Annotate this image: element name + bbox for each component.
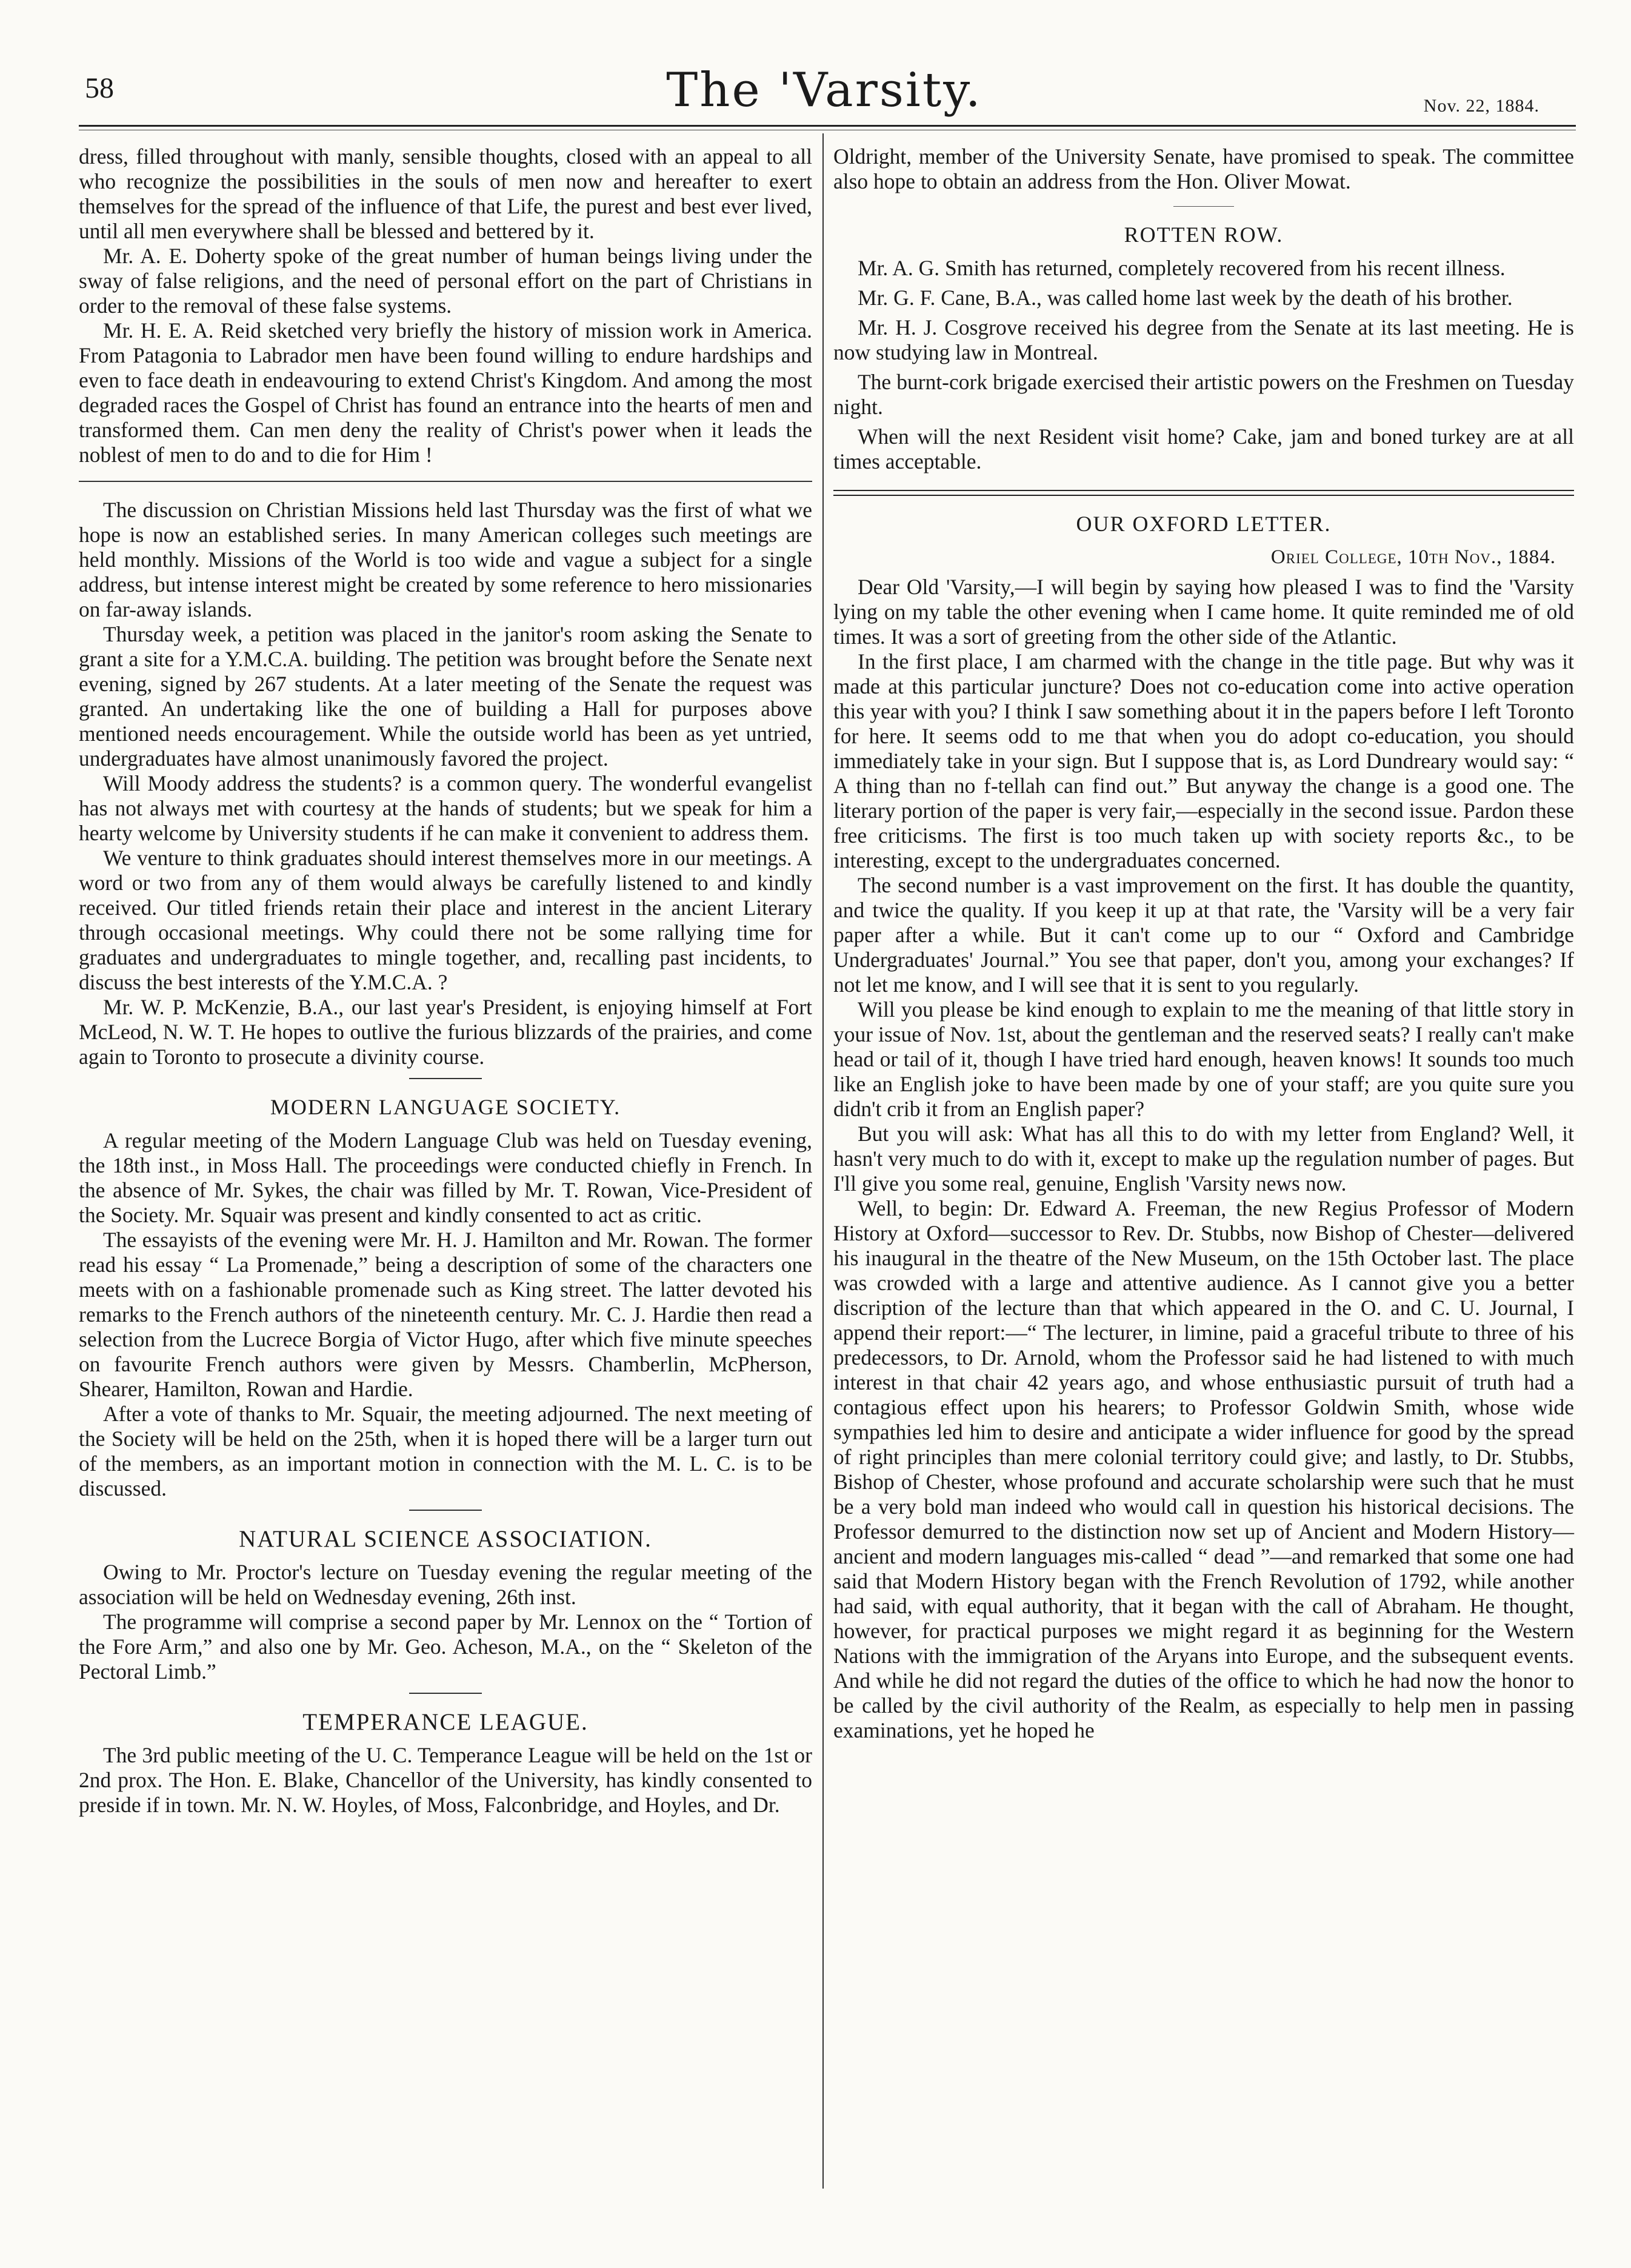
masthead-title: The 'Varsity. bbox=[666, 63, 982, 118]
news-item: Mr. H. J. Cosgrove received his degree from the Senate at its last meeting. He is now studying law in Montreal. bbox=[833, 315, 1574, 364]
letter-paragraph: Well, to begin: Dr. Edward A. Freeman, the new Regius Professor of Modern History at Oxford—successor to Rev. Dr. Stubbs, now Bishop of Chester—delivered his inaugural in the theatre of the New Museum, on the 15th October last. The place was crowded with a large and attentive audience. As I cannot give you a better discription of the lecture than that which appeared in the O. and C. U. Journal, I append their report:—“ The lecturer, in limine, paid a graceful tribute to three of his predecessors, to Dr. Arnold, whom the Professor said he had listened to with much interest in that chair 42 years ago, and whose enthusiastic pursuit of truth had a contagious effect upon his hearers; to Professor Goldwin Smith, whose wide sympathies led him to desire and anticipate a wider influence for good by the spread of right principles than mere colonial territory could give; and lastly, to Dr. Stubbs, Bishop of Chester, whose profound and accurate scholarship were such that he must be a very bold man indeed who would call in question his historical decisions. The Professor demurred to the distinction now set up of Ancient and Modern History—ancient and modern languages mis-called “ dead ”—and remarked that some one had said that Modern History began with the French Revolution of 1792, while another had said, with equal authority, that it began with the call of Abraham. He thought, however, for practical purposes we might regard it as beginning for the Western Nations with the immigration of the Aryans into Europe, and the subsequent events. And while he did not regard the duties of the office to which he had now the honor to be called by the civil authority of the Realm, as especially to help men in passing examinations, yet he hoped he bbox=[833, 1196, 1574, 1742]
article-paragraph: Mr. W. P. McKenzie, B.A., our last year's President, is enjoying himself at Fort McLeod, N. W. T. He hopes to outlive the furious blizzards of the prairies, and come again to Toronto to prosecute a divinity course. bbox=[79, 995, 812, 1069]
article-paragraph: Mr. H. E. A. Reid sketched very briefly the history of mission work in America. From Patagonia to Labrador men have been found willing to endure hardships and even to face death in endeavouring to extend Christ's Kingdom. And among the most degraded races the Gospel of Christ has found an entrance into the hearts of men and transformed them. Can men deny the reality of Christ's power when it leads the noblest of men to do and to die for Him ! bbox=[79, 318, 812, 467]
news-item: Mr. G. F. Cane, B.A., was called home last week by the death of his brother. bbox=[858, 286, 1513, 310]
heading-rotten-row: ROTTEN ROW. bbox=[1124, 222, 1284, 247]
letter-paragraph: But you will ask: What has all this to do with my letter from England? Well, it hasn't very much to do with it, except to make up the regulation number of pages. But I'll give you some real, genuine, English 'Varsity news now. bbox=[833, 1122, 1574, 1196]
article-paragraph: Will Moody address the students? is a common query. The wonderful evangelist has not always met with courtesy at the hands of students; but we speak for him a hearty welcome by University students if he can make it convenient to address them. bbox=[79, 771, 812, 845]
heading-modern-language-society: MODERN LANGUAGE SOCIETY. bbox=[270, 1095, 621, 1119]
page-number: 58 bbox=[85, 72, 114, 104]
article-paragraph: Oldright, member of the University Senate, have promised to speak. The committee also hope to obtain an address from the Hon. Oliver Mowat. bbox=[833, 144, 1574, 193]
header-rule bbox=[79, 125, 1576, 127]
letter-paragraph: The second number is a vast improvement on the first. It has double the quantity, and twice the quality. If you keep it up at that rate, the 'Varsity will be a very fair paper after a while. But it can't come up to our “ Oxford and Cambridge Undergraduates' Journal.” You see that paper, don't you, among your exchanges? If not let me know, and I will see that it is sent to you regularly. bbox=[833, 873, 1574, 997]
article-paragraph: The 3rd public meeting of the U. C. Temperance League will be held on the 1st or 2nd prox. The Hon. E. Blake, Chancellor of the University, has kindly consented to preside if in town. Mr. N. W. Hoyles, of Moss, Falconbridge, and Hoyles, and Dr. bbox=[79, 1743, 812, 1817]
news-item: Mr. A. G. Smith has returned, completely recovered from his recent illness. bbox=[858, 256, 1506, 280]
article-paragraph: The programme will comprise a second paper by Mr. Lennox on the “ Tortion of the Fore Arm,” and also one by Mr. Geo. Acheson, M.A., on the “ Skeleton of the Pectoral Limb.” bbox=[79, 1610, 812, 1684]
article-paragraph: The essayists of the evening were Mr. H. J. Hamilton and Mr. Rowan. The former read his essay “ La Promenade,” being a description of some of the characters one meets with on a fashionable promenade such as King street. The latter devoted his remarks to the French authors of the nineteenth century. Mr. C. J. Hardie then read a selection from the Lucrece Borgia of Victor Hugo, after which five minute speeches on favourite French authors were given by Messrs. Chamberlin, McPherson, Shearer, Hamilton, Rowan and Hardie. bbox=[79, 1228, 812, 1401]
news-item: The burnt-cork brigade exercised their artistic powers on the Freshmen on Tuesday night. bbox=[833, 370, 1574, 419]
section-separator bbox=[409, 1693, 482, 1694]
column-divider bbox=[822, 133, 824, 2189]
article-paragraph: Owing to Mr. Proctor's lecture on Tuesday evening the regular meeting of the association will be held on Wednesday evening, 26th inst. bbox=[79, 1560, 812, 1609]
letter-paragraph: In the first place, I am charmed with the change in the title page. But why was it made at this particular juncture? Does not co-education come into active operation this year with you? I think I saw something about it in the papers before I left Toronto for here. It seems odd to me that when you do adopt co-education, you should immediately take in your sign. But I suppose that is, as Lord Dundreary would say: “ A thing than no f-tellah can find out.” But anyway the change is a good one. The literary portion of the paper is very fair,—especially in the second issue. Pardon these free criticisms. The first is too much taken up with society reports &c., to be interesting, except to the undergraduates concerned. bbox=[833, 649, 1574, 872]
heading-natural-science-association: NATURAL SCIENCE ASSOCIATION. bbox=[239, 1526, 652, 1552]
section-separator bbox=[1173, 206, 1234, 207]
right-column bbox=[833, 144, 1574, 1743]
heading-oxford-letter: OUR OXFORD LETTER. bbox=[1076, 512, 1332, 536]
letter-paragraph: Will you please be kind enough to explain to me the meaning of that little story in your issue of Nov. 1st, about the gentleman and the reserved seats? I really can't make head or tail of it, though I have tried hard enough, heaven knows! It sounds too much like an English joke to have been made by one of your staff; are you quite sure you didn't crib it from an English paper? bbox=[833, 997, 1574, 1121]
article-paragraph: We venture to think graduates should interest themselves more in our meetings. A word or two from any of them would always be carefully listened to and kindly received. Our titled friends retain their place and interest in the ancient Literary through occasional meetings. Why could there not be some rallying time for graduates and undergraduates to mingle together, and, recalling past incidents, to discuss the best interests of the Y.M.C.A. ? bbox=[79, 846, 812, 994]
news-item: When will the next Resident visit home? Cake, jam and boned turkey are at all times acceptable. bbox=[833, 424, 1574, 473]
issue-date: Nov. 22, 1884. bbox=[1423, 96, 1539, 116]
letter-paragraph: Dear Old 'Varsity,—I will begin by saying how pleased I was to find the 'Varsity lying on my table the other evening when I came home. It quite reminded me of old times. It was a sort of greeting from the other side of the Atlantic. bbox=[833, 575, 1574, 649]
article-paragraph: Thursday week, a petition was placed in the janitor's room asking the Senate to grant a site for a Y.M.C.A. building. The petition was brought before the Senate next evening, signed by 267 students. At a later meeting of the Senate the request was granted. An undertaking like the one of building a Hall for purposes above mentioned needs encouragement. While the outside world has been as yet untried, undergraduates have almost unanimously favored the project. bbox=[79, 622, 812, 771]
article-paragraph: After a vote of thanks to Mr. Squair, the meeting adjourned. The next meeting of the Society will be held on the 25th, when it is hoped there will be a larger turn out of the members, as an important motion in connection with the M. L. C. is to be discussed. bbox=[79, 1402, 812, 1500]
left-column bbox=[79, 144, 812, 1818]
section-double-rule bbox=[833, 490, 1574, 496]
letter-byline: Oriel College, 10th Nov., 1884. bbox=[1270, 546, 1556, 568]
article-paragraph: dress, filled throughout with manly, sensible thoughts, closed with an appeal to all who recognize the possibilities in the souls of men now and hereafter to exert themselves for the spread of the influence of that Life, the purest and best ever lived, until all men everywhere shall be blessed and bettered by it. bbox=[79, 144, 812, 243]
heading-temperance-league: TEMPERANCE LEAGUE. bbox=[302, 1709, 589, 1735]
section-separator bbox=[409, 1078, 482, 1079]
page-header bbox=[85, 63, 1564, 129]
article-paragraph: Mr. A. E. Doherty spoke of the great number of human beings living under the sway of false religions, and the need of personal effort on the part of Christians in order to the removal of these false systems. bbox=[79, 244, 812, 318]
section-separator bbox=[409, 1510, 482, 1511]
article-paragraph: A regular meeting of the Modern Language Club was held on Tuesday evening, the 18th inst., in Moss Hall. The proceedings were conducted chiefly in French. In the absence of Mr. Sykes, the chair was filled by Mr. T. Rowan, Vice-President of the Society. Mr. Squair was present and kindly consented to act as critic. bbox=[79, 1128, 812, 1227]
article-paragraph: The discussion on Christian Missions held last Thursday was the first of what we hope is now an established series. In many American colleges such meetings are held monthly. Missions of the World is too wide and vague a subject for a single address, but intense interest might be created by some reference to hero missionaries on far-away islands. bbox=[79, 498, 812, 621]
